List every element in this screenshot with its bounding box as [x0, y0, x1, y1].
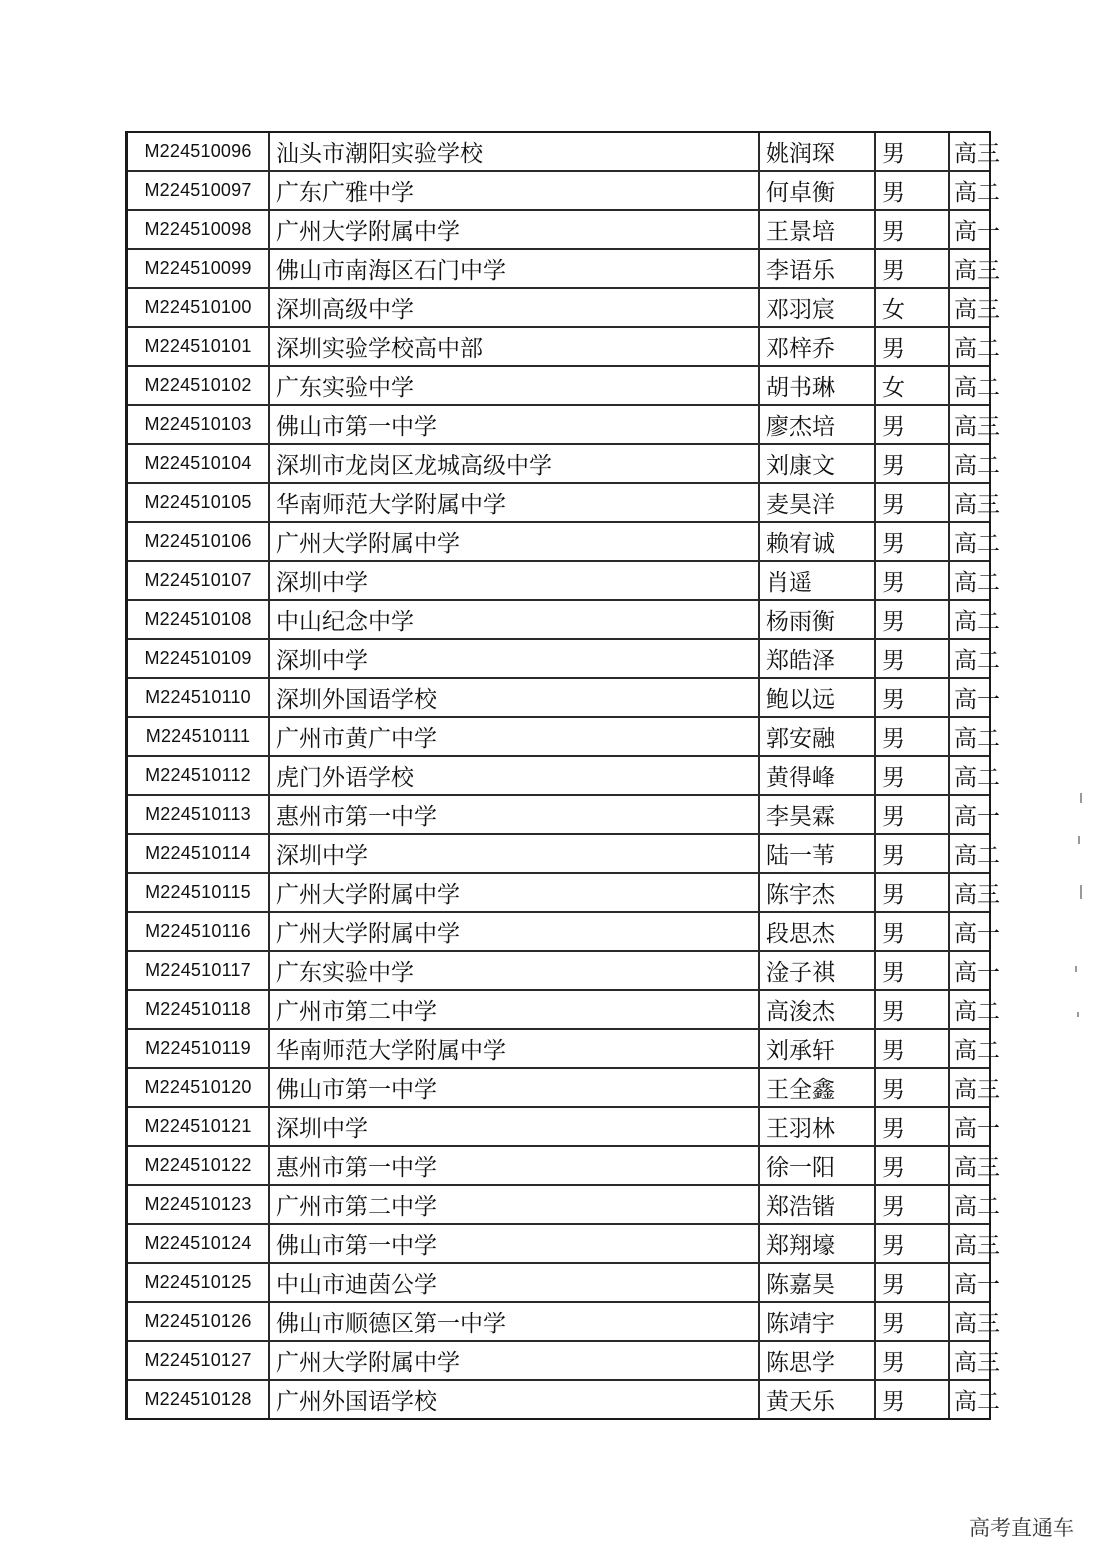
student-name-cell: 王景培	[759, 210, 875, 249]
table-row	[128, 795, 989, 834]
student-name-cell: 胡书琳	[759, 366, 875, 405]
grade-cell: 高二	[949, 756, 989, 795]
gender-cell: 男	[875, 1341, 949, 1380]
table-row	[128, 834, 989, 873]
gender-cell: 男	[875, 133, 949, 171]
table-row	[128, 990, 989, 1029]
table-row	[128, 1302, 989, 1341]
gender-cell: 男	[875, 834, 949, 873]
table-row	[128, 522, 989, 561]
table-row	[128, 1146, 989, 1185]
roster-table-body	[128, 133, 1000, 1418]
gender-cell: 男	[875, 990, 949, 1029]
school-cell: 深圳市龙岗区龙城高级中学	[269, 444, 759, 483]
roster-table-frame	[125, 131, 1000, 1420]
student-id-cell: M224510113	[128, 795, 269, 834]
table-row	[128, 1029, 989, 1068]
gender-cell: 男	[875, 639, 949, 678]
gender-cell: 男	[875, 795, 949, 834]
scan-mark	[1080, 793, 1082, 803]
student-name-cell: 陈思学	[759, 1341, 875, 1380]
table-row	[128, 133, 989, 171]
grade-cell: 高一	[949, 678, 989, 717]
grade-cell: 高二	[949, 600, 989, 639]
grade-cell: 高二	[954, 1389, 1000, 1415]
student-id-cell: M224510122	[128, 1146, 269, 1185]
student-id-cell: M224510098	[128, 210, 269, 249]
student-id-cell: M224510128	[128, 1380, 269, 1418]
gender-cell: 男	[875, 1146, 949, 1185]
student-name-cell: 郭安融	[759, 717, 875, 756]
student-name-cell: 刘康文	[759, 444, 875, 483]
school-cell: 中山纪念中学	[269, 600, 759, 639]
student-id-cell: M224510118	[128, 990, 269, 1029]
student-name-cell: 王羽林	[759, 1107, 875, 1146]
school-cell: 虎门外语学校	[269, 756, 759, 795]
grade-cell: 高三	[949, 873, 989, 912]
school-cell: 广州大学附属中学	[269, 873, 759, 912]
school-cell: 广州市黄广中学	[269, 717, 759, 756]
gender-cell: 男	[875, 1302, 949, 1341]
student-id-cell: M224510115	[128, 873, 269, 912]
student-name-cell: 郑皓泽	[759, 639, 875, 678]
scan-mark	[1077, 1012, 1079, 1017]
student-name-cell: 郑浩锴	[759, 1185, 875, 1224]
gender-cell: 男	[875, 1107, 949, 1146]
table-row	[128, 639, 989, 678]
student-name-cell: 陈宇杰	[759, 873, 875, 912]
student-name-cell: 陈靖宇	[759, 1302, 875, 1341]
grade-cell: 高一	[949, 1107, 989, 1146]
grade-cell: 高三	[949, 405, 989, 444]
student-id-cell: M224510116	[128, 912, 269, 951]
grade-cell: 高二	[949, 1029, 989, 1068]
table-row	[128, 717, 989, 756]
table-row	[128, 1068, 989, 1107]
student-name-cell: 姚润琛	[759, 133, 875, 171]
table-row	[128, 327, 989, 366]
table-row	[128, 756, 989, 795]
student-name-cell: 陈嘉昊	[759, 1263, 875, 1302]
gender-cell: 男	[875, 1263, 949, 1302]
student-id-cell: M224510107	[128, 561, 269, 600]
table-row	[128, 249, 989, 288]
student-id-cell: M224510127	[128, 1341, 269, 1380]
school-cell: 广州市第二中学	[269, 990, 759, 1029]
scan-mark	[1080, 885, 1082, 899]
school-cell: 深圳中学	[269, 639, 759, 678]
school-cell: 佛山市第一中学	[269, 1224, 759, 1263]
school-cell: 惠州市第一中学	[269, 1146, 759, 1185]
table-row	[128, 366, 989, 405]
student-name-cell: 鲍以远	[759, 678, 875, 717]
school-cell: 广州大学附属中学	[269, 912, 759, 951]
table-row	[128, 1341, 989, 1380]
student-id-cell: M224510096	[128, 133, 269, 171]
grade-cell: 高三	[949, 1068, 989, 1107]
gender-cell: 女	[875, 366, 949, 405]
grade-cell: 高一	[949, 912, 989, 951]
grade-cell: 高三	[949, 483, 989, 522]
grade-cell: 高二	[949, 327, 989, 366]
grade-cell: 高二	[949, 990, 989, 1029]
school-cell: 深圳中学	[269, 834, 759, 873]
school-cell: 深圳高级中学	[269, 288, 759, 327]
student-id-cell: M224510108	[128, 600, 269, 639]
gender-cell: 男	[875, 600, 949, 639]
student-id-cell: M224510109	[128, 639, 269, 678]
student-id-cell: M224510112	[128, 756, 269, 795]
student-name-cell: 淦子祺	[759, 951, 875, 990]
school-cell: 佛山市第一中学	[269, 1068, 759, 1107]
table-row	[128, 405, 989, 444]
school-cell: 广州大学附属中学	[269, 522, 759, 561]
school-cell: 深圳中学	[269, 561, 759, 600]
grade-cell: 高二	[949, 444, 989, 483]
table-row	[128, 873, 989, 912]
school-cell: 佛山市南海区石门中学	[269, 249, 759, 288]
student-name-cell: 赖宥诚	[759, 522, 875, 561]
grade-cell: 高二	[949, 522, 989, 561]
table-row	[128, 288, 989, 327]
grade-cell: 高三	[949, 1224, 989, 1263]
gender-cell: 男	[875, 756, 949, 795]
student-id-cell: M224510114	[128, 834, 269, 873]
gender-cell: 男	[875, 873, 949, 912]
school-cell: 广东广雅中学	[269, 171, 759, 210]
table-row	[128, 951, 989, 990]
gender-cell: 男	[875, 327, 949, 366]
gender-cell: 女	[875, 288, 949, 327]
student-name-cell: 邓梓乔	[759, 327, 875, 366]
gender-cell: 男	[875, 717, 949, 756]
student-name-cell: 麦昊洋	[759, 483, 875, 522]
gender-cell: 男	[875, 171, 949, 210]
student-name-cell: 黄得峰	[759, 756, 875, 795]
gender-cell: 男	[875, 678, 949, 717]
gender-cell: 男	[875, 210, 949, 249]
student-name-cell: 李昊霖	[759, 795, 875, 834]
school-cell: 广东实验中学	[269, 366, 759, 405]
student-name-cell: 陆一苇	[759, 834, 875, 873]
school-cell: 惠州市第一中学	[269, 795, 759, 834]
student-name-cell: 王全鑫	[759, 1068, 875, 1107]
grade-cell: 高二	[949, 717, 989, 756]
student-id-cell: M224510105	[128, 483, 269, 522]
school-cell: 深圳外国语学校	[269, 678, 759, 717]
gender-cell: 男	[875, 912, 949, 951]
table-row	[128, 561, 989, 600]
gender-cell: 男	[875, 249, 949, 288]
grade-cell: 高一	[949, 210, 989, 249]
student-id-cell: M224510124	[128, 1224, 269, 1263]
gender-cell: 男	[875, 561, 949, 600]
student-name-cell: 何卓衡	[759, 171, 875, 210]
grade-cell: 高三	[949, 1341, 989, 1380]
student-id-cell: M224510110	[128, 678, 269, 717]
school-cell: 广州外国语学校	[269, 1380, 759, 1418]
student-name-cell: 李语乐	[759, 249, 875, 288]
school-cell: 深圳中学	[269, 1107, 759, 1146]
school-cell: 佛山市第一中学	[269, 405, 759, 444]
grade-cell: 高二	[949, 366, 989, 405]
student-id-cell: M224510126	[128, 1302, 269, 1341]
table-row	[128, 1185, 989, 1224]
roster-table	[128, 133, 1000, 1418]
school-cell: 中山市迪茵公学	[269, 1263, 759, 1302]
student-id-cell: M224510117	[128, 951, 269, 990]
grade-cell: 高三	[949, 288, 989, 327]
grade-cell: 高三	[949, 133, 989, 171]
student-id-cell: M224510102	[128, 366, 269, 405]
school-cell: 汕头市潮阳实验学校	[269, 133, 759, 171]
student-id-cell: M224510123	[128, 1185, 269, 1224]
school-cell: 广州大学附属中学	[269, 210, 759, 249]
school-cell: 广州大学附属中学	[269, 1341, 759, 1380]
gender-cell: 男	[875, 1029, 949, 1068]
table-row	[128, 678, 989, 717]
school-cell: 华南师范大学附属中学	[269, 483, 759, 522]
table-row	[128, 210, 989, 249]
student-name-cell: 肖遥	[759, 561, 875, 600]
scan-mark	[1075, 966, 1077, 972]
grade-cell: 高二	[949, 1185, 989, 1224]
gender-cell: 男	[875, 951, 949, 990]
table-row	[128, 1224, 989, 1263]
student-id-cell: M224510100	[128, 288, 269, 327]
grade-cell: 高三	[949, 249, 989, 288]
student-name-cell: 高浚杰	[759, 990, 875, 1029]
student-id-cell: M224510101	[128, 327, 269, 366]
grade-cell: 高二	[949, 171, 989, 210]
gender-cell: 男	[875, 483, 949, 522]
student-name-cell: 徐一阳	[759, 1146, 875, 1185]
grade-cell: 高三	[949, 1302, 989, 1341]
school-cell: 广东实验中学	[269, 951, 759, 990]
grade-cell: 高一	[949, 795, 989, 834]
table-row	[128, 912, 989, 951]
grade-cell: 高三	[949, 1146, 989, 1185]
student-id-cell: M224510125	[128, 1263, 269, 1302]
table-row	[128, 444, 989, 483]
table-row	[128, 1107, 989, 1146]
student-name-cell: 刘承轩	[759, 1029, 875, 1068]
student-id-cell: M224510106	[128, 522, 269, 561]
gender-cell: 男	[875, 444, 949, 483]
student-id-cell: M224510099	[128, 249, 269, 288]
gender-cell: 男	[875, 522, 949, 561]
grade-cell: 高二	[949, 639, 989, 678]
school-cell: 广州市第二中学	[269, 1185, 759, 1224]
scan-mark	[1078, 836, 1080, 844]
student-name-cell: 廖杰培	[759, 405, 875, 444]
student-id-cell: M224510121	[128, 1107, 269, 1146]
table-row	[128, 171, 989, 210]
watermark-text: 高考直通车	[969, 1516, 1074, 1540]
student-id-cell: M224510103	[128, 405, 269, 444]
table-row	[128, 600, 989, 639]
grade-cell: 高二	[949, 561, 989, 600]
grade-cell: 高一	[949, 951, 989, 990]
student-name-cell: 郑翔壕	[759, 1224, 875, 1263]
grade-cell: 高一	[949, 1263, 989, 1302]
gender-cell: 男	[875, 1224, 949, 1263]
table-row	[128, 483, 989, 522]
gender-cell: 男	[875, 1068, 949, 1107]
table-row	[128, 1380, 989, 1418]
gender-cell: 男	[875, 1380, 949, 1418]
student-id-cell: M224510104	[128, 444, 269, 483]
grade-cell: 高二	[949, 834, 989, 873]
student-name-cell: 段思杰	[759, 912, 875, 951]
student-name-cell: 杨雨衡	[759, 600, 875, 639]
student-id-cell: M224510111	[128, 717, 269, 756]
school-cell: 佛山市顺德区第一中学	[269, 1302, 759, 1341]
student-id-cell: M224510120	[128, 1068, 269, 1107]
school-cell: 华南师范大学附属中学	[269, 1029, 759, 1068]
school-cell: 深圳实验学校高中部	[269, 327, 759, 366]
student-id-cell: M224510119	[128, 1029, 269, 1068]
gender-cell: 男	[875, 1185, 949, 1224]
table-row	[128, 1263, 989, 1302]
student-name-cell: 邓羽宸	[759, 288, 875, 327]
student-name-cell: 黄天乐	[759, 1380, 875, 1418]
student-id-cell: M224510097	[128, 171, 269, 210]
gender-cell: 男	[875, 405, 949, 444]
